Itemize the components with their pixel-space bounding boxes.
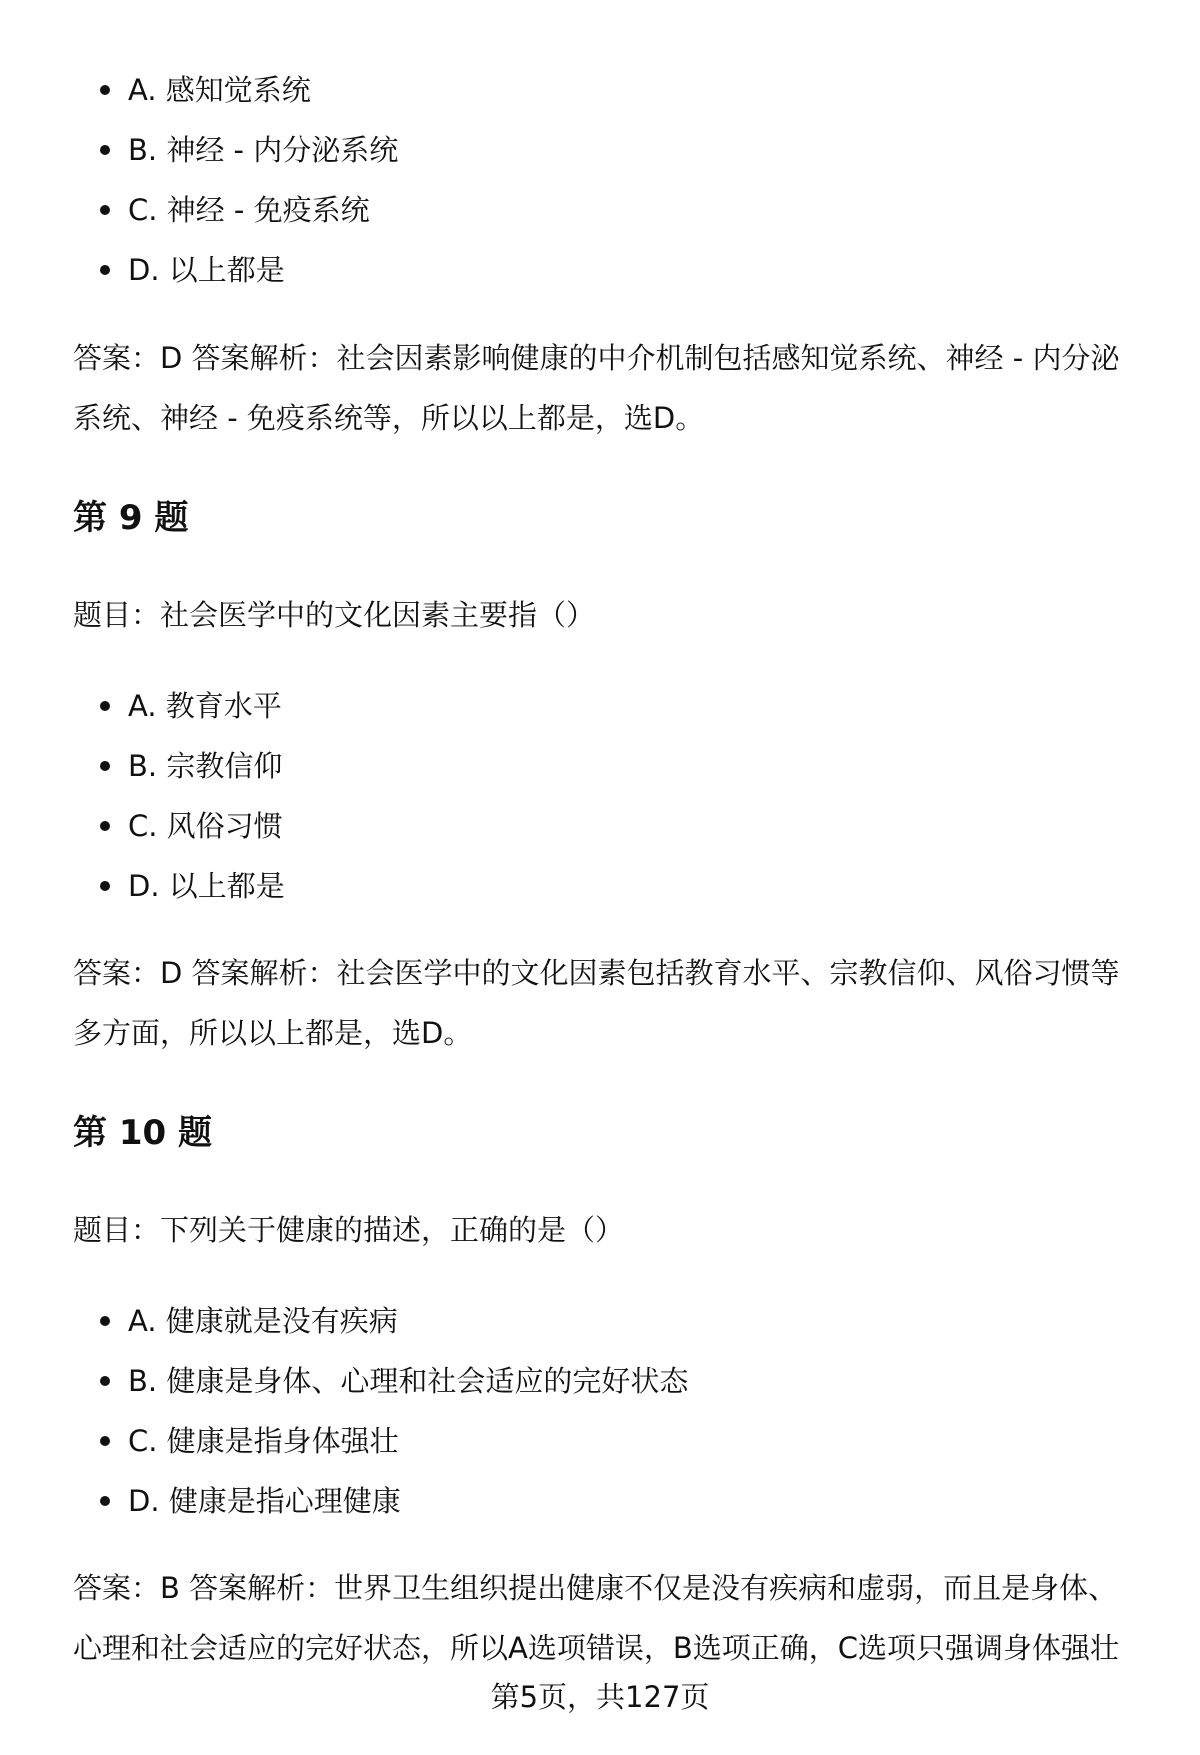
- answer-line: 心理和社会适应的完好状态，所以A选项错误，B选项正确，C选项只强调身体强壮: [73, 1631, 1119, 1665]
- question-stem: 题目：下列关于健康的描述，正确的是（）: [73, 1213, 625, 1247]
- answer-line: 系统、神经 - 免疫系统等，所以以上都是，选D。: [73, 401, 705, 435]
- answer-line: 答案：D 答案解析：社会因素影响健康的中介机制包括感知觉系统、神经 - 内分泌: [73, 341, 1120, 375]
- options-list-9: [73, 676, 1153, 916]
- option-c: C. 神经 - 免疫系统: [73, 180, 1153, 240]
- option-a: A. 感知觉系统: [73, 60, 1153, 120]
- answer-explanation-9: [73, 943, 1153, 1063]
- option-d: D. 以上都是: [73, 240, 1153, 300]
- answer-line: 多方面，所以以上都是，选D。: [73, 1016, 473, 1050]
- options-list-prev: [73, 60, 1153, 300]
- answer-explanation-prev: [73, 328, 1153, 448]
- option-c: C. 风俗习惯: [73, 796, 1153, 856]
- option-a: A. 教育水平: [73, 676, 1153, 736]
- answer-line: 答案：D 答案解析：社会医学中的文化因素包括教育水平、宗教信仰、风俗习惯等: [73, 956, 1120, 990]
- question-stem: 题目：社会医学中的文化因素主要指（）: [73, 598, 596, 632]
- page-number-footer: 第5页，共127页: [490, 1680, 710, 1714]
- option-b: B. 宗教信仰: [73, 736, 1153, 796]
- option-d: D. 健康是指心理健康: [73, 1471, 1153, 1531]
- question-heading-10: 第 10 题: [73, 1113, 212, 1153]
- question-heading-9: 第 9 题: [73, 498, 189, 538]
- option-c: C. 健康是指身体强壮: [73, 1411, 1153, 1471]
- options-list-10: [73, 1291, 1153, 1531]
- option-d: D. 以上都是: [73, 856, 1153, 916]
- question-stem-9: [73, 585, 1153, 645]
- question-stem-10: [73, 1200, 1153, 1260]
- option-a: A. 健康就是没有疾病: [73, 1291, 1153, 1351]
- option-b: B. 健康是身体、心理和社会适应的完好状态: [73, 1351, 1153, 1411]
- option-b: B. 神经 - 内分泌系统: [73, 120, 1153, 180]
- answer-explanation-10: [73, 1558, 1153, 1678]
- answer-line: 答案：B 答案解析：世界卫生组织提出健康不仅是没有疾病和虚弱，而且是身体、: [73, 1571, 1118, 1605]
